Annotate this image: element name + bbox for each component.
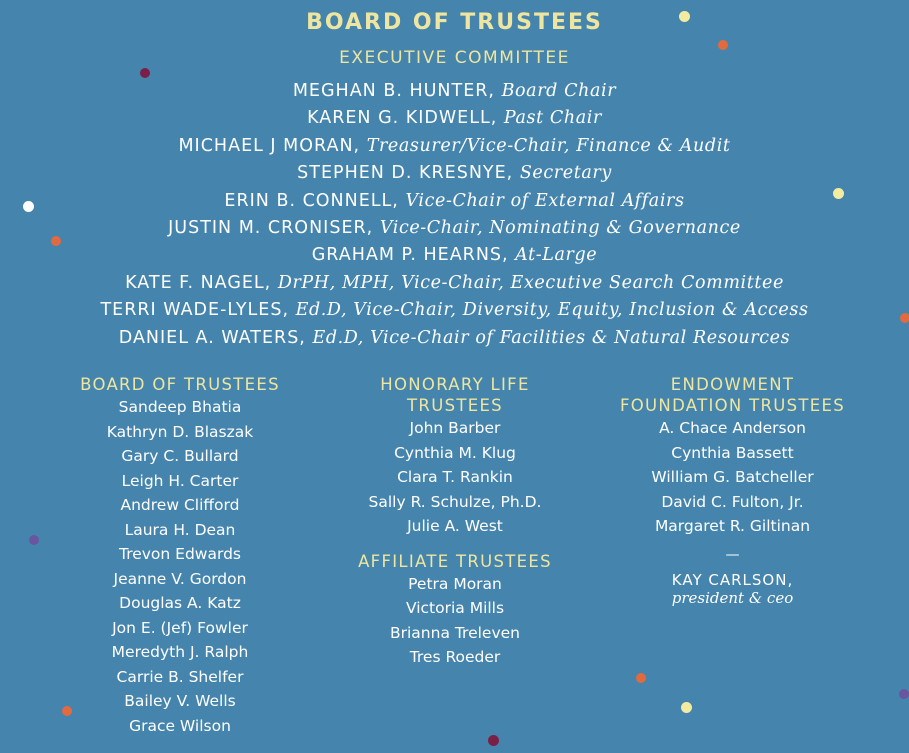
board-of-trustees-column (45, 374, 315, 738)
endowment-foundation-heading (595, 374, 870, 416)
trustee-name: Trevon Edwards (119, 545, 241, 563)
trustee-name: Douglas A. Katz (119, 594, 241, 612)
member-role: Vice-Chair, Nominating & Governance (379, 217, 741, 238)
member-name: GRAHAM P. HEARNS, (311, 245, 509, 266)
member-name: MICHAEL J MORAN, (178, 135, 361, 156)
confetti-dot (488, 735, 499, 746)
member-role: Ed.D, Vice-Chair, Diversity, Equity, Inclusion & Access (295, 300, 809, 321)
executive-member (0, 188, 909, 215)
member-role: At-Large (515, 245, 598, 266)
trustee-name: Laura H. Dean (124, 520, 236, 539)
member-name: KAREN G. KIDWELL, (307, 108, 498, 129)
trustee-name: Petra Moran (408, 574, 502, 593)
trustee-name: Carrie B. Shelfer (116, 667, 244, 686)
executive-member (0, 242, 909, 269)
heading-line: FOUNDATION TRUSTEES (619, 396, 846, 415)
confetti-dot (29, 535, 39, 545)
page-title: BOARD OF TRUSTEES (306, 10, 603, 35)
member-role: Secretary (519, 163, 612, 184)
member-role: Treasurer/Vice-Chair, Finance & Audit (366, 135, 731, 156)
trustee-name: Kathryn D. Blaszak (106, 422, 254, 441)
trustee-name: Jon E. (Jef) Fowler (112, 618, 248, 637)
board-of-trustees-list (45, 395, 315, 738)
member-name: ERIN B. CONNELL, (224, 190, 399, 211)
trustee-name: Julie A. West (407, 517, 503, 535)
honorary-life-trustees-list (325, 416, 585, 539)
trustee-name: Sandeep Bhatia (118, 398, 242, 416)
trustee-name: Brianna Treleven (389, 623, 521, 642)
executive-member (0, 325, 909, 352)
board-of-trustees-heading: BOARD OF TRUSTEES (80, 375, 280, 394)
executive-member (0, 105, 909, 132)
trustee-name: Sally R. Schulze, Ph.D. (368, 492, 542, 511)
trustee-name: Meredyth J. Ralph (111, 643, 249, 661)
endowment-foundation-list (595, 416, 870, 539)
member-role: DrPH, MPH, Vice-Chair, Executive Search Committee (277, 272, 784, 293)
member-role: Ed.D, Vice-Chair of Facilities & Natural Resources (312, 327, 791, 348)
member-name: MEGHAN B. HUNTER, (292, 81, 495, 101)
trustee-name: Grace Wilson (129, 716, 231, 735)
trustee-name: A. Chace Anderson (659, 419, 806, 437)
member-name: JUSTIN M. CRONISER, (168, 217, 374, 238)
confetti-dot (140, 68, 150, 78)
trustee-name: Cynthia M. Klug (394, 443, 516, 462)
member-role: Past Chair (503, 108, 602, 129)
trustee-name: Cynthia Bassett (671, 443, 794, 462)
endowment-foundation-column (595, 374, 870, 607)
trustee-name: Clara T. Rankin (397, 468, 513, 486)
confetti-dot (636, 673, 646, 683)
member-name: DANIEL A. WATERS, (118, 327, 306, 348)
executive-member (0, 297, 909, 324)
executive-member (0, 78, 909, 105)
trustee-name: William G. Batcheller (651, 468, 814, 486)
trustee-name: David C. Fulton, Jr. (661, 492, 804, 511)
executive-member (0, 160, 909, 187)
trustee-name: Margaret R. Giltinan (654, 517, 811, 535)
trustee-name: Bailey V. Wells (124, 692, 236, 710)
trustee-name: John Barber (409, 419, 501, 437)
executive-member (0, 133, 909, 160)
heading-line: TRUSTEES (407, 396, 503, 415)
trustee-name: Jeanne V. Gordon (113, 569, 247, 588)
confetti-dot (681, 702, 692, 713)
heading-line: HONORARY LIFE (380, 375, 530, 394)
executive-member (0, 270, 909, 297)
confetti-dot (899, 689, 909, 699)
member-name: TERRI WADE-LYLES, (100, 300, 290, 321)
president-title: president & ceo (671, 588, 794, 607)
member-role: Board Chair (501, 81, 617, 101)
heading-line: ENDOWMENT (670, 375, 795, 394)
trustee-name: Tres Roeder (409, 648, 501, 666)
affiliate-trustees-heading: AFFILIATE TRUSTEES (358, 551, 552, 571)
trustee-name: Andrew Clifford (120, 496, 240, 514)
trustee-name: Leigh H. Carter (121, 471, 239, 490)
trustee-name: Gary C. Bullard (121, 447, 239, 465)
affiliate-trustees-list (325, 572, 585, 670)
trustee-name: Victoria Mills (405, 599, 505, 617)
president-name: KAY CARLSON, (671, 570, 794, 589)
executive-committee-list (0, 78, 909, 352)
executive-member (0, 215, 909, 242)
honorary-affiliate-column (325, 374, 585, 670)
member-name: STEPHEN D. KRESNYE, (297, 163, 514, 184)
member-role: Vice-Chair of External Affairs (405, 190, 685, 211)
member-name: KATE F. NAGEL, (125, 272, 272, 293)
executive-committee-heading: EXECUTIVE COMMITTEE (339, 48, 570, 68)
separator-dash: — (725, 546, 740, 563)
honorary-life-trustees-heading (325, 374, 585, 416)
